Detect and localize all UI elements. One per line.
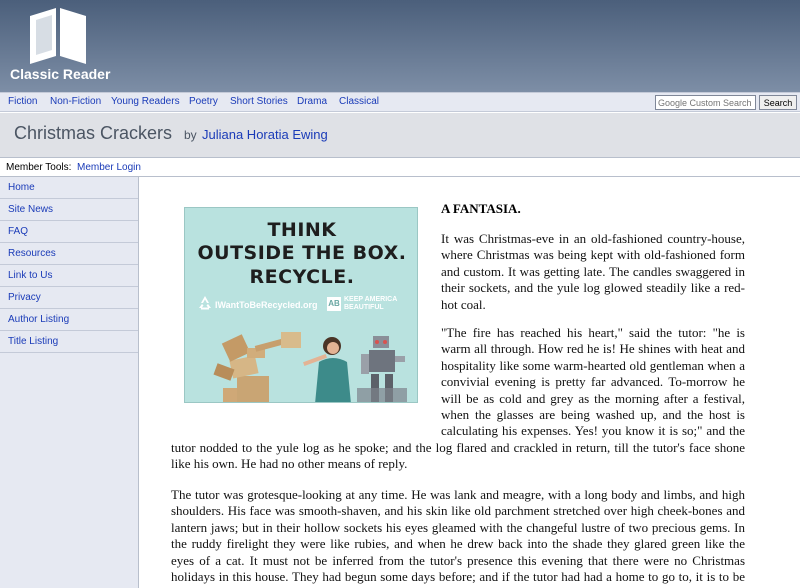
text-line: where Christmas was being kept with old-fashioned form	[441, 247, 745, 263]
text-line: like his own. He had no other means of reply.	[171, 456, 408, 472]
text-line: holidays in this house. They had begun some days before; and if the tutor had had a home to go to, it is to be	[171, 568, 745, 584]
sidebar-item-author-listing[interactable]	[0, 309, 138, 331]
ad-headline-3: RECYCLE.	[249, 266, 355, 288]
text-line: lantern jaws; but in their hollow sockets his eyes gleamed with the changeful lustre of two precious gems. In	[171, 519, 745, 535]
text-line: "The fire has reached his heart," said the tutor: "he is	[441, 325, 745, 340]
ad-headline-2: OUTSIDE THE BOX.	[197, 242, 407, 264]
text-line: will be as cold and grey as the morning after a festival,	[441, 390, 745, 406]
nav-non-fiction[interactable]: Non-Fiction	[50, 96, 102, 107]
text-line: hospitality like some warm-hearted old gentleman when a	[441, 357, 745, 373]
sidebar-item-label[interactable]: Site News	[8, 204, 54, 215]
sidebar-item-home[interactable]	[0, 177, 138, 199]
cardboard-robot-illustration	[185, 318, 418, 403]
text-line: their sockets, and the yule log glowed steadily like a red-	[441, 280, 745, 296]
sidebar-item-faq[interactable]	[0, 221, 138, 243]
paragraph-2-wrapped	[441, 325, 745, 440]
text-line: It was Christmas-eve in an old-fashioned country-house,	[441, 231, 745, 246]
text-line: convivial evening is pretty far advanced. To-morrow he	[441, 374, 745, 390]
sidebar-item-label[interactable]: Home	[8, 182, 35, 193]
nav-classical[interactable]: Classical	[339, 96, 380, 107]
text-line: eyes of a cat. It must not be inferred from the tutor's presence this evening that there were no Christmas	[171, 552, 745, 568]
article-heading: A FANTASIA.	[441, 201, 521, 216]
sidebar-item-site-news[interactable]	[0, 199, 138, 221]
nav-drama[interactable]: Drama	[297, 96, 328, 107]
site-header	[0, 0, 800, 92]
book-title: Christmas Crackers	[14, 123, 173, 143]
recycle-ad-banner[interactable]	[184, 207, 418, 403]
sidebar-item-label[interactable]: Author Listing	[8, 314, 70, 325]
category-nav	[0, 92, 800, 112]
member-tools-bar	[0, 157, 800, 177]
member-login-link[interactable]: Member Login	[77, 162, 141, 173]
ad-headline-1: THINK	[267, 219, 337, 241]
text-line: warm all through. How red he is! He shines with heat and	[441, 341, 745, 357]
recycle-icon	[197, 295, 213, 311]
ad-org-name	[344, 296, 397, 312]
search-input[interactable]	[655, 95, 756, 110]
by-label: by	[184, 128, 197, 142]
ad-url: IWantToBeRecycled.org	[215, 300, 318, 310]
text-line: hot coal.	[441, 296, 486, 312]
paragraph-2-continued	[171, 440, 745, 473]
nav-short-stories[interactable]: Short Stories	[230, 96, 288, 107]
sidebar-item-title-listing[interactable]	[0, 331, 138, 353]
text-line: the ruddy firelight they were like rubies, and when he drew back into the shade they glared green like the	[171, 536, 745, 552]
nav-poetry[interactable]: Poetry	[189, 96, 218, 107]
text-line: and custom. It was getting late. The candles swaggered in	[441, 263, 745, 279]
author-link[interactable]: Juliana Horatia Ewing	[202, 127, 328, 142]
sidebar-item-link-to-us[interactable]	[0, 265, 138, 287]
paragraph-3	[171, 487, 745, 585]
site-name[interactable]: Classic Reader	[10, 66, 111, 82]
text-line: when the glasses are being washed up, and the host is	[441, 406, 745, 422]
sidebar-item-label[interactable]: Privacy	[8, 292, 41, 303]
sidebar-item-label[interactable]: Link to Us	[8, 270, 53, 281]
sidebar-item-label[interactable]: Title Listing	[8, 336, 59, 347]
nav-young-readers[interactable]: Young Readers	[111, 96, 180, 107]
text-line: tutor nodded to the yule log as he spoke; and the log flared and crackled in return, till the tutor's face shone	[171, 440, 745, 455]
text-line: calculating his expenses. Yes! you know it is so;" and the	[441, 423, 745, 439]
paragraph-1	[441, 231, 745, 313]
ad-org-line-2: BEAUTIFUL	[344, 304, 384, 311]
sidebar-item-label[interactable]: FAQ	[8, 226, 29, 237]
open-book-logo-icon[interactable]	[26, 4, 90, 64]
sidebar-item-privacy[interactable]	[0, 287, 138, 309]
sidebar	[0, 177, 139, 588]
sidebar-item-resources[interactable]	[0, 243, 138, 265]
nav-fiction[interactable]: Fiction	[8, 96, 38, 107]
text-line: The tutor was grotesque-looking at any time. He was lank and meagre, with a long body and limbs, and high	[171, 487, 745, 502]
ad-org-line-1: KEEP AMERICA	[344, 296, 398, 303]
member-tools-label: Member Tools:	[6, 162, 72, 173]
sidebar-item-label[interactable]: Resources	[8, 248, 56, 259]
search-button[interactable]: Search	[759, 95, 797, 110]
keep-america-beautiful-logo-icon: AB	[327, 297, 341, 311]
text-line: shoulders. His face was smooth-shaven, and his skin like old parchment stretched over high cheek-bones and	[171, 503, 745, 519]
